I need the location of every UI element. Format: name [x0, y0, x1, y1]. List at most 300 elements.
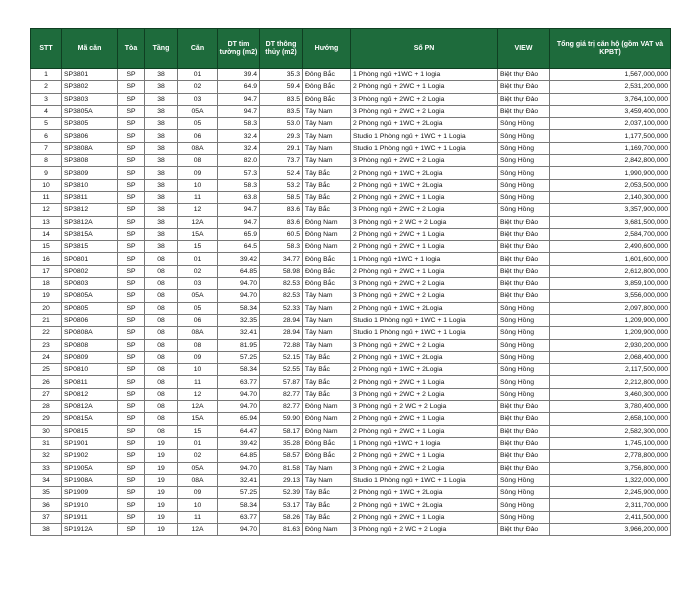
- cell-direction: Tây Bắc: [303, 351, 351, 363]
- cell-unit: 08: [178, 155, 218, 167]
- cell-total-price: 3,681,500,000: [550, 216, 671, 228]
- cell-bedrooms: 2 Phòng ngủ + 1WC + 2Logia: [351, 167, 498, 179]
- cell-tower: SP: [118, 413, 145, 425]
- cell-bedrooms: 2 Phòng ngủ + 1WC + 2Logia: [351, 499, 498, 511]
- cell-bedrooms: 3 Phòng ngủ + 2WC + 2 Logia: [351, 105, 498, 117]
- cell-bedrooms: 2 Phòng ngủ + 1WC + 2Logia: [351, 118, 498, 130]
- cell-direction: Tây Nam: [303, 105, 351, 117]
- cell-stt: 5: [31, 118, 62, 130]
- cell-view: Sông Hồng: [498, 474, 550, 486]
- cell-unit-code: SP3815A: [62, 228, 118, 240]
- cell-direction: Tây Bắc: [303, 388, 351, 400]
- cell-floor: 38: [145, 204, 178, 216]
- cell-total-price: 2,490,600,000: [550, 241, 671, 253]
- cell-view: Sông Hồng: [498, 511, 550, 523]
- cell-clear-area: 73.7: [260, 155, 303, 167]
- cell-direction: Đông Bắc: [303, 278, 351, 290]
- cell-floor: 38: [145, 241, 178, 253]
- cell-floor: 19: [145, 523, 178, 535]
- cell-floor: 19: [145, 474, 178, 486]
- cell-unit-code: SP3808: [62, 155, 118, 167]
- cell-direction: Tây Nam: [303, 302, 351, 314]
- cell-unit-code: SP3809: [62, 167, 118, 179]
- cell-stt: 6: [31, 130, 62, 142]
- cell-unit: 09: [178, 167, 218, 179]
- cell-floor: 08: [145, 376, 178, 388]
- cell-wall-area: 81.95: [218, 339, 260, 351]
- cell-tower: SP: [118, 130, 145, 142]
- cell-floor: 38: [145, 105, 178, 117]
- cell-unit: 12: [178, 204, 218, 216]
- cell-view: Sông Hồng: [498, 179, 550, 191]
- table-row: [31, 314, 671, 326]
- cell-wall-area: 64.9: [218, 81, 260, 93]
- col-header-wall-area: DT tim tường (m2): [218, 29, 260, 69]
- cell-clear-area: 29.1: [260, 142, 303, 154]
- cell-wall-area: 57.25: [218, 487, 260, 499]
- cell-clear-area: 53.2: [260, 179, 303, 191]
- cell-total-price: 2,053,500,000: [550, 179, 671, 191]
- cell-clear-area: 34.77: [260, 253, 303, 265]
- cell-wall-area: 65.9: [218, 228, 260, 240]
- cell-unit: 12A: [178, 401, 218, 413]
- table-row: [31, 523, 671, 535]
- cell-total-price: 1,209,900,000: [550, 314, 671, 326]
- table-header-row: [31, 29, 671, 69]
- cell-stt: 20: [31, 302, 62, 314]
- cell-stt: 7: [31, 142, 62, 154]
- cell-view: Biệt thự Đảo: [498, 228, 550, 240]
- cell-unit: 10: [178, 179, 218, 191]
- cell-clear-area: 82.77: [260, 401, 303, 413]
- cell-floor: 38: [145, 191, 178, 203]
- cell-clear-area: 52.4: [260, 167, 303, 179]
- cell-direction: Tây Nam: [303, 155, 351, 167]
- cell-direction: Đông Nam: [303, 425, 351, 437]
- col-header-clear-area: DT thông thủy (m2): [260, 29, 303, 69]
- cell-direction: Tây Nam: [303, 474, 351, 486]
- cell-stt: 13: [31, 216, 62, 228]
- cell-direction: Tây Bắc: [303, 191, 351, 203]
- table-row: [31, 204, 671, 216]
- cell-unit: 02: [178, 81, 218, 93]
- cell-tower: SP: [118, 327, 145, 339]
- cell-stt: 14: [31, 228, 62, 240]
- cell-stt: 8: [31, 155, 62, 167]
- cell-tower: SP: [118, 499, 145, 511]
- cell-view: Sông Hồng: [498, 302, 550, 314]
- cell-floor: 38: [145, 155, 178, 167]
- cell-direction: Tây Nam: [303, 462, 351, 474]
- cell-view: Sông Hồng: [498, 167, 550, 179]
- cell-unit-code: SP0815: [62, 425, 118, 437]
- cell-tower: SP: [118, 228, 145, 240]
- cell-wall-area: 94.7: [218, 204, 260, 216]
- cell-unit: 08A: [178, 142, 218, 154]
- cell-stt: 12: [31, 204, 62, 216]
- cell-unit-code: SP0808: [62, 339, 118, 351]
- cell-clear-area: 83.5: [260, 105, 303, 117]
- cell-stt: 34: [31, 474, 62, 486]
- cell-stt: 36: [31, 499, 62, 511]
- cell-clear-area: 35.28: [260, 437, 303, 449]
- cell-clear-area: 29.3: [260, 130, 303, 142]
- cell-view: Sông Hồng: [498, 376, 550, 388]
- cell-unit-code: SP0805: [62, 302, 118, 314]
- cell-bedrooms: 3 Phòng ngủ + 2WC + 2 Logia: [351, 155, 498, 167]
- cell-floor: 19: [145, 462, 178, 474]
- cell-clear-area: 52.39: [260, 487, 303, 499]
- cell-view: Sông Hồng: [498, 351, 550, 363]
- cell-tower: SP: [118, 376, 145, 388]
- cell-tower: SP: [118, 339, 145, 351]
- cell-floor: 19: [145, 499, 178, 511]
- cell-wall-area: 32.41: [218, 474, 260, 486]
- cell-tower: SP: [118, 155, 145, 167]
- cell-stt: 25: [31, 364, 62, 376]
- cell-floor: 08: [145, 388, 178, 400]
- cell-unit-code: SP3808A: [62, 142, 118, 154]
- cell-view: Sông Hồng: [498, 339, 550, 351]
- cell-bedrooms: 2 Phòng ngủ + 2WC + 1 Logia: [351, 450, 498, 462]
- cell-wall-area: 64.47: [218, 425, 260, 437]
- cell-wall-area: 94.7: [218, 93, 260, 105]
- cell-bedrooms: 2 Phòng ngủ + 1WC + 2Logia: [351, 487, 498, 499]
- cell-total-price: 1,169,700,000: [550, 142, 671, 154]
- cell-tower: SP: [118, 69, 145, 81]
- cell-view: Biệt thự Đảo: [498, 241, 550, 253]
- cell-unit-code: SP3805: [62, 118, 118, 130]
- cell-view: Sông Hồng: [498, 327, 550, 339]
- cell-floor: 38: [145, 179, 178, 191]
- table-row: [31, 413, 671, 425]
- cell-direction: Đông Nam: [303, 241, 351, 253]
- cell-floor: 08: [145, 278, 178, 290]
- cell-clear-area: 59.90: [260, 413, 303, 425]
- cell-total-price: 3,780,400,000: [550, 401, 671, 413]
- cell-total-price: 2,037,100,000: [550, 118, 671, 130]
- cell-floor: 38: [145, 142, 178, 154]
- cell-clear-area: 83.6: [260, 204, 303, 216]
- cell-total-price: 2,097,800,000: [550, 302, 671, 314]
- cell-unit-code: SP1912A: [62, 523, 118, 535]
- cell-bedrooms: 2 Phòng ngủ + 1WC + 2Logia: [351, 179, 498, 191]
- cell-tower: SP: [118, 523, 145, 535]
- cell-stt: 33: [31, 462, 62, 474]
- cell-clear-area: 52.33: [260, 302, 303, 314]
- cell-stt: 21: [31, 314, 62, 326]
- cell-bedrooms: 3 Phòng ngủ + 2WC + 2 Logia: [351, 93, 498, 105]
- cell-wall-area: 94.70: [218, 278, 260, 290]
- cell-unit: 05A: [178, 462, 218, 474]
- cell-stt: 9: [31, 167, 62, 179]
- cell-stt: 24: [31, 351, 62, 363]
- cell-clear-area: 83.5: [260, 93, 303, 105]
- table-row: [31, 364, 671, 376]
- cell-wall-area: 58.34: [218, 302, 260, 314]
- cell-unit: 12A: [178, 523, 218, 535]
- cell-view: Sông Hồng: [498, 118, 550, 130]
- table-row: [31, 81, 671, 93]
- cell-total-price: 2,117,500,000: [550, 364, 671, 376]
- cell-total-price: 1,177,500,000: [550, 130, 671, 142]
- cell-stt: 23: [31, 339, 62, 351]
- table-row: [31, 327, 671, 339]
- cell-bedrooms: Studio 1 Phòng ngủ + 1WC + 1 Logia: [351, 314, 498, 326]
- cell-direction: Tây Bắc: [303, 167, 351, 179]
- cell-direction: Đông Nam: [303, 523, 351, 535]
- cell-stt: 16: [31, 253, 62, 265]
- table-row: [31, 241, 671, 253]
- cell-unit: 01: [178, 69, 218, 81]
- cell-unit-code: SP0801: [62, 253, 118, 265]
- cell-wall-area: 63.77: [218, 376, 260, 388]
- cell-unit-code: SP0810: [62, 364, 118, 376]
- cell-total-price: 2,584,700,000: [550, 228, 671, 240]
- cell-unit: 15A: [178, 413, 218, 425]
- cell-unit: 03: [178, 278, 218, 290]
- cell-wall-area: 94.70: [218, 523, 260, 535]
- cell-bedrooms: 3 Phòng ngủ + 2WC + 2 Logia: [351, 339, 498, 351]
- table-row: [31, 339, 671, 351]
- cell-unit-code: SP0802: [62, 265, 118, 277]
- cell-view: Sông Hồng: [498, 204, 550, 216]
- cell-floor: 38: [145, 228, 178, 240]
- cell-clear-area: 52.55: [260, 364, 303, 376]
- cell-direction: Tây Bắc: [303, 511, 351, 523]
- table-row: [31, 118, 671, 130]
- cell-bedrooms: 1 Phòng ngủ +1WC + 1 logia: [351, 69, 498, 81]
- cell-total-price: 2,245,900,000: [550, 487, 671, 499]
- cell-floor: 08: [145, 302, 178, 314]
- table-row: [31, 388, 671, 400]
- cell-view: Sông Hồng: [498, 142, 550, 154]
- cell-view: Biệt thự Đảo: [498, 290, 550, 302]
- cell-total-price: 1,745,100,000: [550, 437, 671, 449]
- cell-view: Biệt thự Đảo: [498, 69, 550, 81]
- cell-clear-area: 57.87: [260, 376, 303, 388]
- cell-direction: Tây Nam: [303, 327, 351, 339]
- table-row: [31, 105, 671, 117]
- cell-wall-area: 39.4: [218, 69, 260, 81]
- cell-bedrooms: 2 Phòng ngủ + 2WC + 1 Logia: [351, 376, 498, 388]
- cell-tower: SP: [118, 364, 145, 376]
- cell-clear-area: 82.77: [260, 388, 303, 400]
- cell-tower: SP: [118, 388, 145, 400]
- cell-floor: 08: [145, 314, 178, 326]
- cell-stt: 38: [31, 523, 62, 535]
- cell-clear-area: 60.5: [260, 228, 303, 240]
- cell-wall-area: 32.41: [218, 327, 260, 339]
- cell-unit-code: SP0812A: [62, 401, 118, 413]
- cell-unit: 09: [178, 487, 218, 499]
- table-row: [31, 228, 671, 240]
- cell-unit-code: SP3801: [62, 69, 118, 81]
- col-header-view: VIEW: [498, 29, 550, 69]
- cell-total-price: 2,140,300,000: [550, 191, 671, 203]
- cell-unit: 08: [178, 339, 218, 351]
- cell-total-price: 2,778,800,000: [550, 450, 671, 462]
- cell-wall-area: 58.34: [218, 364, 260, 376]
- cell-total-price: 1,322,000,000: [550, 474, 671, 486]
- cell-floor: 08: [145, 413, 178, 425]
- cell-direction: Tây Bắc: [303, 376, 351, 388]
- cell-stt: 3: [31, 93, 62, 105]
- cell-tower: SP: [118, 105, 145, 117]
- cell-bedrooms: 2 Phòng ngủ + 2WC + 1 Logia: [351, 511, 498, 523]
- col-header-bedrooms: Số PN: [351, 29, 498, 69]
- cell-wall-area: 94.7: [218, 105, 260, 117]
- cell-unit: 10: [178, 499, 218, 511]
- cell-view: Biệt thự Đảo: [498, 81, 550, 93]
- cell-unit-code: SP1902: [62, 450, 118, 462]
- col-header-direction: Hướng: [303, 29, 351, 69]
- cell-unit-code: SP1905A: [62, 462, 118, 474]
- cell-clear-area: 28.94: [260, 314, 303, 326]
- cell-floor: 38: [145, 130, 178, 142]
- cell-view: Biệt thự Đảo: [498, 253, 550, 265]
- cell-unit: 05A: [178, 105, 218, 117]
- cell-tower: SP: [118, 437, 145, 449]
- cell-bedrooms: 3 Phòng ngủ + 2 WC + 2 Logia: [351, 401, 498, 413]
- cell-total-price: 2,411,500,000: [550, 511, 671, 523]
- cell-direction: Đông Bắc: [303, 93, 351, 105]
- cell-tower: SP: [118, 81, 145, 93]
- cell-stt: 22: [31, 327, 62, 339]
- cell-tower: SP: [118, 278, 145, 290]
- cell-bedrooms: 3 Phòng ngủ + 2WC + 2 Logia: [351, 388, 498, 400]
- table-row: [31, 130, 671, 142]
- col-header-unit-code: Mã căn: [62, 29, 118, 69]
- cell-clear-area: 82.53: [260, 278, 303, 290]
- table-row: [31, 216, 671, 228]
- cell-bedrooms: 3 Phòng ngủ + 2 WC + 2 Logia: [351, 216, 498, 228]
- cell-unit: 11: [178, 376, 218, 388]
- cell-wall-area: 82.0: [218, 155, 260, 167]
- cell-floor: 08: [145, 401, 178, 413]
- cell-clear-area: 83.6: [260, 216, 303, 228]
- cell-clear-area: 53.17: [260, 499, 303, 511]
- cell-tower: SP: [118, 474, 145, 486]
- cell-bedrooms: 3 Phòng ngủ + 2WC + 2 Logia: [351, 462, 498, 474]
- cell-unit-code: SP3815: [62, 241, 118, 253]
- cell-unit: 10: [178, 364, 218, 376]
- cell-unit: 01: [178, 437, 218, 449]
- cell-clear-area: 81.63: [260, 523, 303, 535]
- cell-direction: Đông Bắc: [303, 450, 351, 462]
- cell-total-price: 1,567,000,000: [550, 69, 671, 81]
- cell-unit-code: SP0805A: [62, 290, 118, 302]
- table-row: [31, 253, 671, 265]
- cell-tower: SP: [118, 351, 145, 363]
- cell-wall-area: 63.77: [218, 511, 260, 523]
- cell-unit: 15: [178, 241, 218, 253]
- cell-floor: 08: [145, 364, 178, 376]
- cell-floor: 38: [145, 167, 178, 179]
- cell-unit: 08A: [178, 474, 218, 486]
- cell-direction: Tây Bắc: [303, 364, 351, 376]
- cell-direction: Đông Bắc: [303, 81, 351, 93]
- cell-stt: 27: [31, 388, 62, 400]
- table-row: [31, 474, 671, 486]
- cell-stt: 1: [31, 69, 62, 81]
- cell-unit-code: SP1909: [62, 487, 118, 499]
- cell-wall-area: 64.85: [218, 450, 260, 462]
- cell-wall-area: 94.70: [218, 401, 260, 413]
- cell-unit-code: SP0808A: [62, 327, 118, 339]
- cell-floor: 08: [145, 339, 178, 351]
- cell-total-price: 2,212,800,000: [550, 376, 671, 388]
- cell-unit: 05: [178, 118, 218, 130]
- cell-total-price: 2,658,100,000: [550, 413, 671, 425]
- cell-view: Sông Hồng: [498, 155, 550, 167]
- table-row: [31, 425, 671, 437]
- cell-view: Biệt thự Đảo: [498, 413, 550, 425]
- cell-bedrooms: Studio 1 Phòng ngủ + 1WC + 1 Logia: [351, 130, 498, 142]
- cell-total-price: 1,209,900,000: [550, 327, 671, 339]
- col-header-tower: Tòa: [118, 29, 145, 69]
- cell-bedrooms: 2 Phòng ngủ + 2WC + 1 Logia: [351, 241, 498, 253]
- cell-unit-code: SP0811: [62, 376, 118, 388]
- col-header-unit: Căn: [178, 29, 218, 69]
- cell-clear-area: 58.5: [260, 191, 303, 203]
- cell-tower: SP: [118, 450, 145, 462]
- cell-bedrooms: 2 Phòng ngủ + 1WC + 2Logia: [351, 351, 498, 363]
- cell-total-price: 2,068,400,000: [550, 351, 671, 363]
- cell-unit-code: SP1910: [62, 499, 118, 511]
- cell-total-price: 2,531,200,000: [550, 81, 671, 93]
- apartment-price-table: [30, 28, 671, 536]
- cell-direction: Tây Bắc: [303, 179, 351, 191]
- cell-direction: Đông Bắc: [303, 69, 351, 81]
- cell-view: Biệt thự Đảo: [498, 278, 550, 290]
- table-row: [31, 511, 671, 523]
- cell-direction: Tây Nam: [303, 142, 351, 154]
- cell-wall-area: 39.42: [218, 437, 260, 449]
- cell-view: Biệt thự Đảo: [498, 425, 550, 437]
- cell-clear-area: 82.53: [260, 290, 303, 302]
- table-row: [31, 69, 671, 81]
- cell-unit-code: SP0809: [62, 351, 118, 363]
- cell-floor: 38: [145, 81, 178, 93]
- cell-bedrooms: Studio 1 Phòng ngủ + 1WC + 1 Logia: [351, 474, 498, 486]
- cell-stt: 18: [31, 278, 62, 290]
- cell-unit: 08A: [178, 327, 218, 339]
- cell-view: Sông Hồng: [498, 487, 550, 499]
- cell-view: Biệt thự Đảo: [498, 450, 550, 462]
- cell-floor: 19: [145, 437, 178, 449]
- cell-stt: 10: [31, 179, 62, 191]
- table-row: [31, 450, 671, 462]
- price-list-sheet: [30, 28, 670, 536]
- cell-clear-area: 59.4: [260, 81, 303, 93]
- cell-stt: 29: [31, 413, 62, 425]
- cell-tower: SP: [118, 511, 145, 523]
- cell-view: Biệt thự Đảo: [498, 401, 550, 413]
- cell-tower: SP: [118, 191, 145, 203]
- cell-stt: 31: [31, 437, 62, 449]
- cell-direction: Đông Nam: [303, 216, 351, 228]
- cell-bedrooms: 2 Phòng ngủ + 2WC + 1 Logia: [351, 413, 498, 425]
- cell-unit: 09: [178, 351, 218, 363]
- table-row: [31, 93, 671, 105]
- cell-view: Biệt thự Đảo: [498, 523, 550, 535]
- cell-tower: SP: [118, 142, 145, 154]
- cell-floor: 08: [145, 327, 178, 339]
- cell-wall-area: 65.94: [218, 413, 260, 425]
- cell-clear-area: 72.88: [260, 339, 303, 351]
- cell-unit-code: SP3805A: [62, 105, 118, 117]
